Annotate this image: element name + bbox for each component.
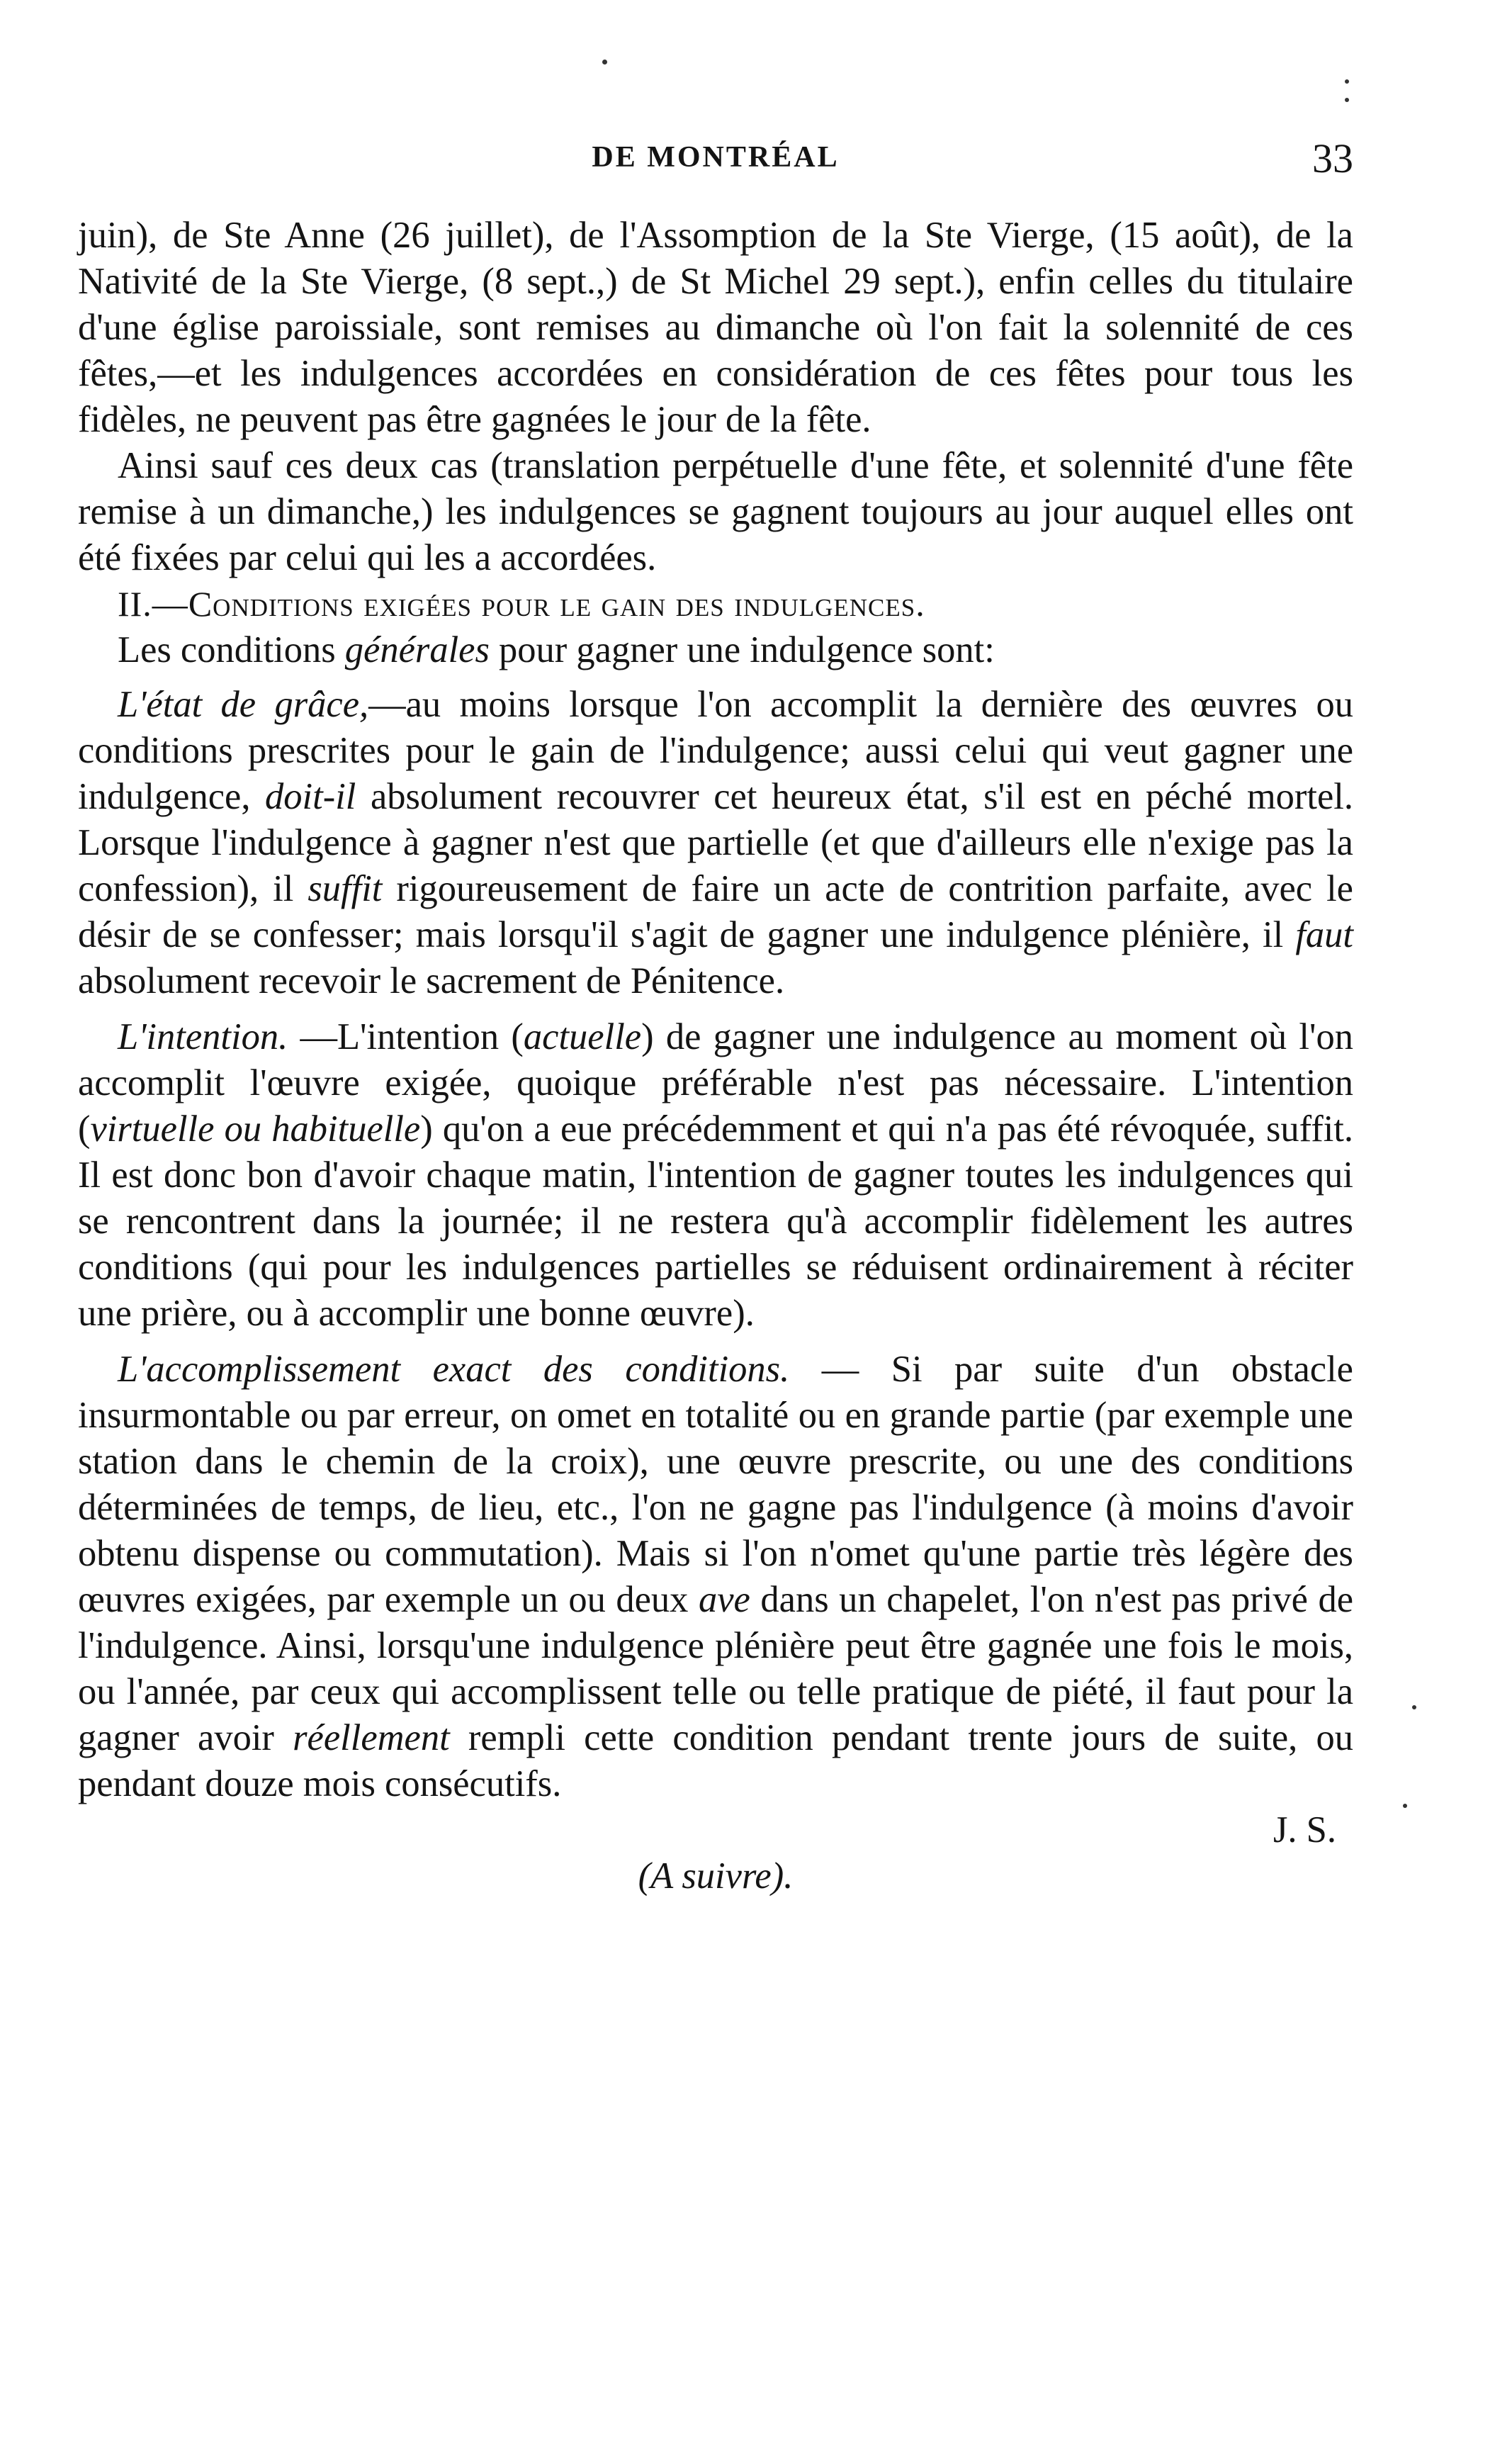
term-accomplissement: L'accomplissement exact des conditions. — [118, 1349, 790, 1390]
emphasis: doit-il — [265, 776, 356, 817]
emphasis: virtuelle ou habituelle — [90, 1108, 421, 1150]
paragraph-etat-de-grace — [78, 682, 1353, 1004]
text-run: —au moins lorsque l'on accomplit la dernière des œuvres ou conditions prescrites pour le gain de l'indulgence; aussi celui qui veut gagner une indulgence, — [78, 684, 1353, 817]
ink-speck — [1412, 1705, 1416, 1709]
text-run: ) qu'on a eue précédemment et qui n'a pas été révoquée, suffit. Il est donc bon d'avoir chaque matin, l'intention de gagner toutes les indulgences qui se rencontrent dans la journée; il ne restera qu'à accomplir fidèlement les autres conditions (qui pour les indulgences partielles se réduisent ordinairement à réciter une prière, ou à accomplir une bonne œuvre). — [78, 1108, 1353, 1334]
text-run: absolument recouvrer cet heureux état, s'il est en péché mortel. Lorsque l'indulgence à gagner n'est que partielle (et que d'ailleurs elle n'exige pas la confession), il — [78, 776, 1353, 909]
section-title: Conditions exigées pour le gain des indulgences. — [188, 584, 925, 624]
ink-speck — [1345, 98, 1349, 102]
page-header — [78, 135, 1353, 184]
page-body — [78, 213, 1353, 1899]
text-run: rempli cette condition pendant trente jours de suite, ou pendant douze mois consécutifs. — [78, 1717, 1353, 1804]
text-run: ) de gagner une indulgence au moment où l'on accomplit l'œuvre exigée, quoique préférable n'est pas nécessaire. L'intention ( — [78, 1016, 1353, 1150]
paragraph-conditions-intro — [78, 627, 1353, 673]
text-run: — Si par suite d'un obstacle insurmontable ou par erreur, on omet en totalité ou en grande partie (par exemple une station dans le chemin de la croix), une œuvre prescrite, ou une des conditions déterminées de temps, de lieu, etc., l'on ne gagne pas l'indulgence (à moins d'avoir obtenu dispense ou commutation). Mais si l'on n'omet qu'une partie très légère des œuvres exigées, par exemple un ou deux — [78, 1349, 1353, 1620]
author-signature: J. S. — [1273, 1809, 1336, 1850]
paragraph-accomplissement — [78, 1347, 1353, 1807]
section-heading — [78, 581, 1353, 627]
text-run: dans un chapelet, l'on n'est pas privé de l'indulgence. Ainsi, lorsqu'une indulgence plénière peut être gagnée une fois le mois, ou l'année, par ceux qui accomplissent telle ou telle pratique de piété, il faut pour la gagner avoir — [78, 1579, 1354, 1758]
emphasis: réellement — [293, 1717, 450, 1758]
text-run: pour gagner une indulgence sont: — [489, 629, 995, 670]
emphasis: ave — [698, 1579, 750, 1620]
page-number: 33 — [1312, 135, 1353, 181]
emphasis: suffit — [308, 868, 383, 909]
running-title: DE MONTRÉAL — [592, 141, 840, 174]
to-be-continued: (A suivre). — [638, 1855, 794, 1897]
paragraph-intention — [78, 1014, 1353, 1337]
text-run: —L'intention ( — [288, 1016, 524, 1057]
emphasis: faut — [1295, 914, 1353, 955]
paragraph-ainsi: Ainsi sauf ces deux cas (translation perpétuelle d'une fête, et solennité d'une fête remise à un dimanche,) les indulgences se gagnent toujours au jour auquel elles ont été fixées par celui qui les a accordées. — [78, 445, 1353, 578]
ink-speck — [602, 60, 607, 64]
paragraph-continuation: juin), de Ste Anne (26 juillet), de l'Assomption de la Ste Vierge, (15 août), de la Nativité de la Ste Vierge, (8 sept.,) de St Michel 29 sept.), enfin celles du titulaire d'une église paroissiale, sont remises au dimanche où l'on fait la solennité de ces fêtes,—et les indulgences accordées en considération de ces fêtes pour tous les fidèles, ne peuvent pas être gagnées le jour de la fête. — [78, 215, 1353, 440]
emphasis: actuelle — [523, 1016, 642, 1057]
emphasis: générales — [344, 629, 490, 670]
term-intention: L'intention. — [118, 1016, 288, 1057]
text-run: absolument recevoir le sacrement de Pénitence. — [78, 960, 785, 1001]
ink-speck — [1403, 1804, 1407, 1808]
ink-speck — [1345, 79, 1349, 84]
section-number: II.— — [118, 584, 188, 624]
text-run: Les conditions — [118, 629, 345, 670]
term-etat-de-grace: L'état de grâce, — [118, 684, 369, 725]
text-run: rigoureusement de faire un acte de contrition parfaite, avec le désir de se confesser; mais lorsqu'il s'agit de gagner une indulgence plénière, il — [78, 868, 1353, 955]
